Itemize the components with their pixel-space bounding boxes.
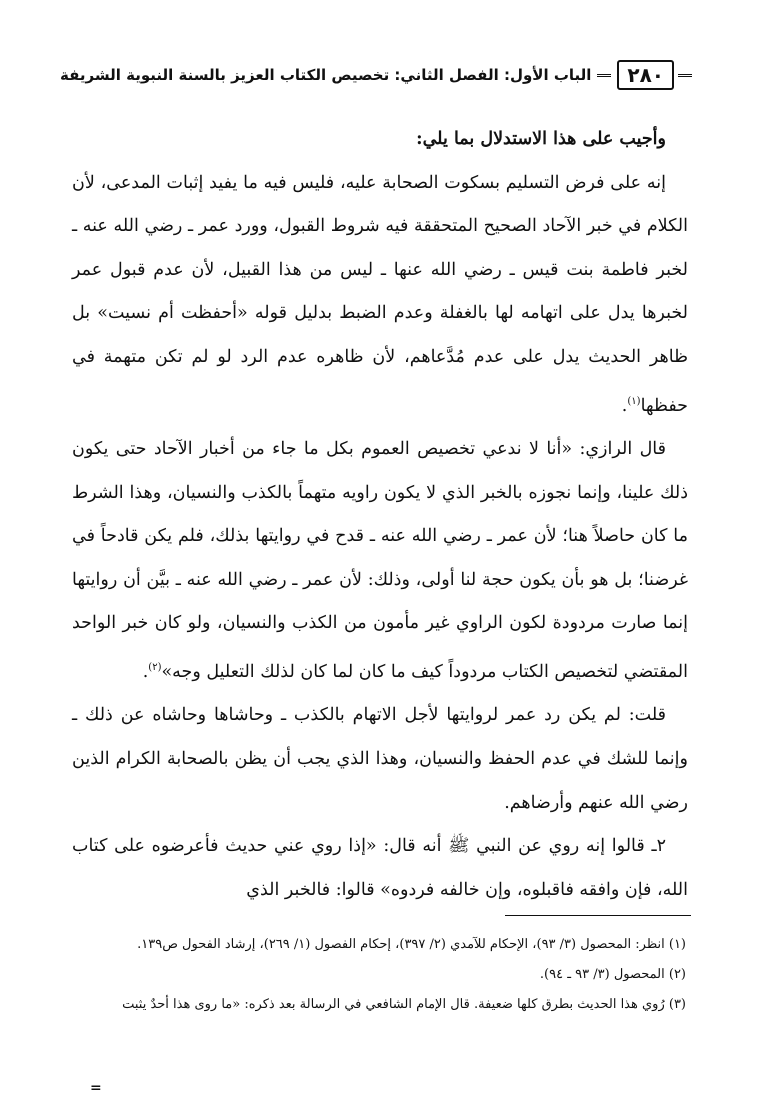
paragraph-text: قلت: لم يكن رد عمر لروايتها لأجل الاتهام بالكذب ـ وحاشاها وحاشاه عن ذلك ـ وإنما للشك في عدم الحفظ والنسيان، وهذا الذي يجب أن يظن بالصحابة الكرام الذين رضي الله عنهم وأرضاهم.: [72, 705, 688, 813]
footnote: (٢) المحصول (٣/ ٩٣ ـ ٩٤).: [539, 967, 686, 982]
footnote: (٣) رُوي هذا الحديث بطرق كلها ضعيفة. قال الإمام الشافعي في الرسالة بعد ذكره: «ما روى هذا أحدٌ يثبت: [122, 997, 686, 1012]
footnote-separator: [505, 915, 691, 916]
paragraph: [72, 825, 688, 912]
header-rule: [597, 74, 611, 77]
footnote-mark: (٢): [148, 661, 162, 673]
footnote: (١) انظر: المحصول (٣/ ٩٣)، الإحكام للآمدي (٢/ ٣٩٧)، إحكام الفصول (١/ ٢٦٩)، إرشاد الفحول ص١٣٩.: [137, 937, 686, 952]
page-number: ٢٨٠: [617, 60, 674, 90]
paragraph-text: إنه على فرض التسليم بسكوت الصحابة عليه، فليس فيه ما يفيد إثبات المدعى، لأن الكلام في خبر الآحاد الصحيح المتحققة فيه شروط القبول، وورد عمر ـ رضي الله عنه ـ لخبر فاطمة بنت قيس ـ رضي الله عنها ـ ليس من هذا القبيل، لأن عدم قبول عمر لخبرها يدل على اتهامه لها بالغفلة وعدم الضبط بدليل قوله «أحفظت أم نسيت» بل ظاهر الحديث يدل على عدم مُدَّعاهم، لأن ظاهره عدم الرد لو لم تكن متهمة في حفظها: [72, 172, 688, 416]
header-rule: [678, 74, 692, 77]
paragraph-text: قال الرازي: «أنا لا ندعي تخصيص العموم بكل ما جاء من أخبار الآحاد حتى يكون ذلك علينا، وإنما نجوزه بالخبر الذي لا يكون راويه متهماً بالكذب والنسيان، وهذا الشرط ما كان حاصلاً هنا؛ لأن عمر ـ رضي الله عنه ـ قدح في روايتها بذلك، فلم يكن قادحاً في غرضنا؛ بل هو بأن يكون حجة لنا أولى، وذلك: لأن عمر ـ رضي الله عنه ـ بيَّن أن روايتها إنما صارت مردودة لكون الراوي غير مأمون من الكذب والنسيان، ولو كان خبر الواحد المقتضي لتخصيص الكتاب مردوداً كيف ما كان لما كان لذلك التعليل وجه»: [72, 438, 688, 682]
footnote-mark: (١): [627, 395, 641, 407]
main-text: [72, 118, 688, 912]
section-heading: وأجيب على هذا الاستدلال بما يلي:: [416, 129, 666, 149]
footnotes: [80, 930, 686, 1020]
paragraph-text: ٢ـ قالوا إنه روي عن النبي ﷺ أنه قال: «إذا روي عني حديث فأعرضوه على كتاب الله، فإن وافقه فاقبلوه، وإن خالفه فردوه» قالوا: فالخبر الذي: [72, 836, 688, 900]
paragraph: [72, 694, 688, 825]
paragraph: إنه على فرض التسليم بسكوت الصحابة عليه، فليس فيه ما يفيد إثبات المدعى، لأن الكلام في خبر الآحاد الصحيح المتحققة فيه شروط القبول، وورد عمر ـ رضي الله عنه ـ لخبر فاطمة بنت قيس ـ رضي الله عنها ـ ليس من هذا القبيل، لأن عدم قبول عمر لخبرها يدل على اتهامه لها بالغفلة وعدم الضبط بدليل قوله «أحفظت أم نسيت» بل ظاهر الحديث يدل على عدم مُدَّعاهم، لأن ظاهره عدم الرد لو لم تكن متهمة في حفظها$^{(١)}$.: [72, 172, 688, 416]
paragraph: قال الرازي: «أنا لا ندعي تخصيص العموم بكل ما جاء من أخبار الآحاد حتى يكون ذلك علينا، وإنما نجوزه بالخبر الذي لا يكون راويه متهماً بالكذب والنسيان، وهذا الشرط ما كان حاصلاً هنا؛ لأن عمر ـ رضي الله عنه ـ قدح في روايتها بذلك، فلم يكن قادحاً في غرضنا؛ بل هو بأن يكون حجة لنا أولى، وذلك: لأن عمر ـ رضي الله عنه ـ بيَّن أن روايتها إنما صارت مردودة لكون الراوي غير مأمون من الكذب والنسيان، ولو كان خبر الواحد المقتضي لتخصيص الكتاب مردوداً كيف ما كان لما كان لذلك التعليل وجه»$^{(٢)}$.: [72, 438, 688, 682]
page-header: [60, 58, 692, 92]
continuation-mark: =: [90, 1080, 102, 1096]
running-title: الباب الأول: الفصل الثاني: تخصيص الكتاب العزيز بالسنة النبوية الشريفة: [60, 66, 592, 84]
